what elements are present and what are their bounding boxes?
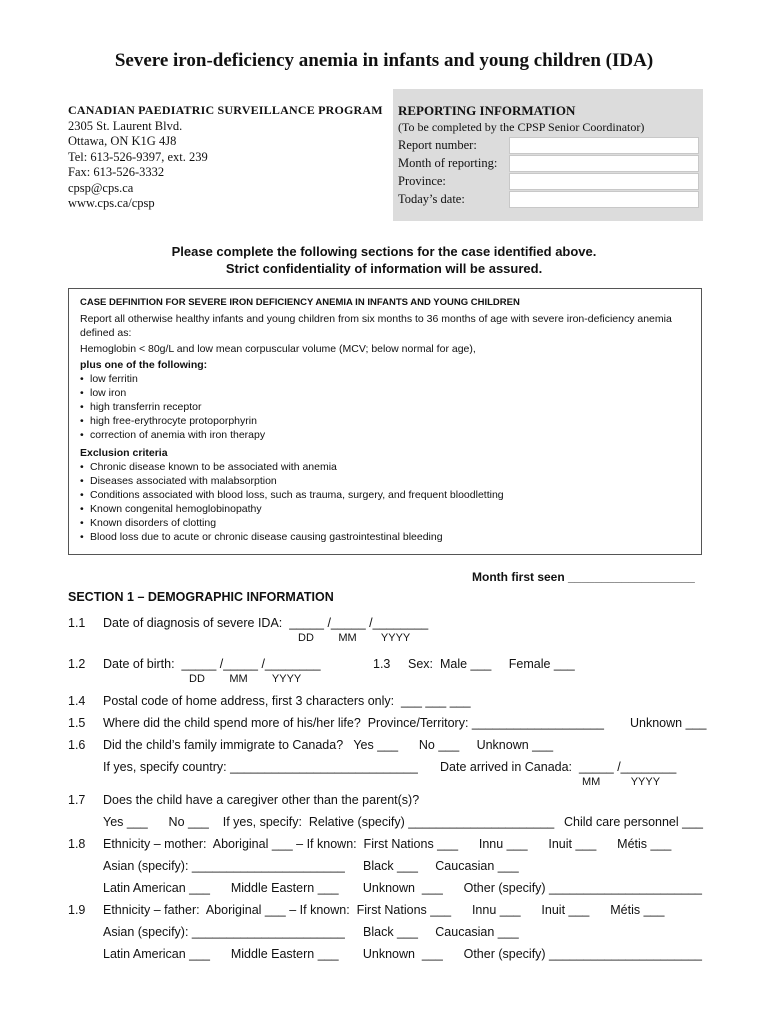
ethnicity-father-line-1[interactable]: Ethnicity – father: Aboriginal ___ – If known: First Nations ___ Innu ___ Inuit ___ Métis ___	[103, 903, 665, 917]
unknown-checkbox[interactable]: Unknown ___	[630, 716, 707, 730]
date-arrived-field[interactable]: Date arrived in Canada: _____ /________	[440, 760, 677, 774]
case-definition-criterion: Hemoglobin < 80g/L and low mean corpuscular volume (MCV; below normal for age),	[80, 343, 476, 355]
exclusion-criteria-label: Exclusion criteria	[80, 447, 168, 459]
section-1-heading: SECTION 1 – DEMOGRAPHIC INFORMATION	[68, 590, 334, 604]
month-of-reporting-field[interactable]	[509, 155, 699, 172]
date-format-hint: DD MM YYYY	[189, 673, 302, 685]
list-item: • Known disorders of clotting	[80, 516, 690, 530]
question-number: 1.5	[68, 716, 86, 730]
page-title: Severe iron-deficiency anemia in infants and young children (IDA)	[114, 50, 654, 71]
country-field[interactable]: If yes, specify country: ___________________________	[103, 760, 418, 774]
report-number-label: Report number:	[398, 138, 477, 152]
todays-date-label: Today’s date:	[398, 192, 465, 206]
ethnicity-mother-black-caucasian[interactable]: Black ___ Caucasian ___	[363, 859, 519, 873]
case-definition-intro: Report all otherwise healthy infants and young children from six months to 36 months of age with severe iron-deficiency anemia defined as:	[80, 313, 672, 339]
organization-block	[68, 103, 383, 212]
question-number: 1.8	[68, 837, 86, 851]
report-number-field[interactable]	[509, 137, 699, 154]
list-item: • Conditions associated with blood loss, such as trauma, surgery, and frequent bloodletting	[80, 488, 690, 502]
reporting-subheading: (To be completed by the CPSP Senior Coordinator)	[398, 120, 645, 134]
todays-date-field[interactable]	[509, 191, 699, 208]
list-item: • low ferritin	[80, 372, 690, 386]
ethnicity-mother-asian-field[interactable]: Asian (specify): ______________________	[103, 859, 345, 873]
notice-line-2: Strict confidentiality of information will be assured.	[225, 261, 543, 276]
list-item: • Blood loss due to acute or chronic disease causing gastrointestinal bleeding	[80, 530, 690, 544]
ethnicity-mother-line-3[interactable]: Latin American ___ Middle Eastern ___ Unknown ___ Other (specify) ______________________	[103, 881, 702, 895]
ethnicity-father-black-caucasian[interactable]: Black ___ Caucasian ___	[363, 925, 519, 939]
child-care-personnel-checkbox[interactable]: Child care personnel ___	[564, 815, 703, 829]
ethnicity-father-asian-field[interactable]: Asian (specify): ______________________	[103, 925, 345, 939]
caregiver-question: Does the child have a caregiver other than the parent(s)?	[103, 793, 420, 807]
list-item: • high free-erythrocyte protoporphyrin	[80, 414, 690, 428]
month-of-reporting-label: Month of reporting:	[398, 156, 498, 170]
plus-one-list	[80, 372, 690, 442]
question-number: 1.3	[373, 657, 391, 671]
question-number: 1.9	[68, 903, 86, 917]
immigrate-question[interactable]: Did the child’s family immigrate to Canada? Yes ___ No ___ Unknown ___	[103, 738, 554, 752]
email[interactable]: cpsp@cps.ca	[68, 180, 134, 195]
list-item: • Known congenital hemoglobinopathy	[80, 502, 690, 516]
postal-code-field[interactable]: Postal code of home address, first 3 characters only: ___ ___ ___	[103, 694, 471, 708]
telephone: Tel: 613-526-9397, ext. 239	[68, 149, 208, 164]
date-format-hint: MM YYYY	[582, 776, 661, 788]
list-item: • correction of anemia with iron therapy	[80, 428, 690, 442]
date-format-hint: DD MM YYYY	[298, 632, 411, 644]
reporting-information-box	[393, 89, 703, 221]
list-item: • low iron	[80, 386, 690, 400]
case-definition-box	[68, 288, 702, 555]
exclusion-list	[80, 460, 690, 544]
sex-field[interactable]: Sex: Male ___ Female ___	[408, 657, 575, 671]
province-territory-field[interactable]: Where did the child spend more of his/her life? Province/Territory: ___________________	[103, 716, 605, 730]
date-of-diagnosis-field[interactable]: Date of diagnosis of severe IDA: _____ /_____ /________	[103, 616, 429, 630]
month-first-seen-field[interactable]: Month first seen ___________________	[472, 570, 695, 584]
address-line-1: 2305 St. Laurent Blvd.	[68, 118, 183, 133]
fax: Fax: 613-526-3332	[68, 165, 165, 179]
province-field[interactable]	[509, 173, 699, 190]
organization-name: CANADIAN PAEDIATRIC SURVEILLANCE PROGRAM	[68, 103, 383, 117]
ethnicity-mother-line-1[interactable]: Ethnicity – mother: Aboriginal ___ – If known: First Nations ___ Innu ___ Inuit ___ Métis ___	[103, 837, 672, 851]
list-item: • high transferrin receptor	[80, 400, 690, 414]
question-number: 1.1	[68, 616, 86, 630]
caregiver-options[interactable]: Yes ___ No ___ If yes, specify: Relative (specify) _____________________	[103, 815, 555, 829]
question-number: 1.7	[68, 793, 86, 807]
ethnicity-father-line-3[interactable]: Latin American ___ Middle Eastern ___ Unknown ___ Other (specify) ______________________	[103, 947, 702, 961]
list-item: • Chronic disease known to be associated with anemia	[80, 460, 690, 474]
plus-one-label: plus one of the following:	[80, 359, 208, 371]
question-number: 1.6	[68, 738, 86, 752]
province-label: Province:	[398, 174, 446, 188]
notice-line-1: Please complete the following sections for the case identified above.	[171, 244, 597, 259]
case-definition-heading: CASE DEFINITION FOR SEVERE IRON DEFICIENCY ANEMIA IN INFANTS AND YOUNG CHILDREN	[80, 297, 520, 308]
question-number: 1.4	[68, 694, 86, 708]
list-item: • Diseases associated with malabsorption	[80, 474, 690, 488]
reporting-heading: REPORTING INFORMATION	[398, 103, 576, 118]
website[interactable]: www.cps.ca/cpsp	[68, 196, 155, 210]
address-line-2: Ottawa, ON K1G 4J8	[68, 134, 177, 148]
confidentiality-notice	[0, 243, 768, 277]
date-of-birth-field[interactable]: Date of birth: _____ /_____ /________	[103, 657, 321, 671]
question-number: 1.2	[68, 657, 86, 671]
